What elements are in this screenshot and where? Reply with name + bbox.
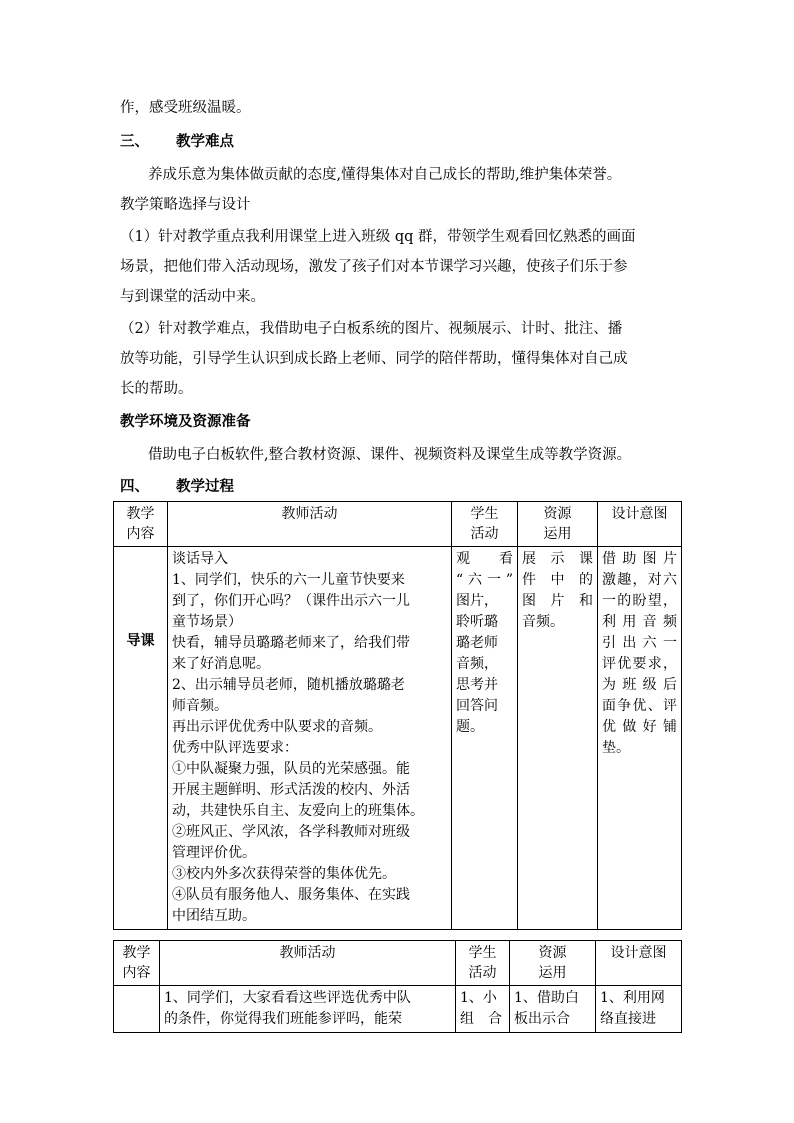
design-intent-cell: 借助图片 激趣，对六 一的盼望， 利用音频 引出六一 评优要求， 为班级后 面争优、评 优做好铺 垫。 [598, 547, 682, 930]
header-content: 教学 内容 [114, 941, 160, 986]
section4-title: 教学过程 [176, 478, 234, 495]
design-intent-cell: 1、利用网 络直接进 [596, 986, 682, 1033]
section3-text: 养成乐意为集体做贡献的态度,懂得集体对自己成长的帮助,维护集体荣誉。 [148, 167, 622, 183]
student-activity-cell: 观 看 “六一” 图片， 聆听璐 璐老师 音频， 思考并 回答问 题。 [452, 547, 518, 930]
process-table-1 [113, 501, 682, 930]
header-design: 设计意图 [598, 502, 682, 547]
header-content: 教学 内容 [114, 502, 168, 547]
strategy-p1-line: 与到课堂的活动中来。 [120, 289, 265, 305]
strategy-p2-line: 长的帮助。 [120, 381, 193, 397]
table-header-row [114, 502, 682, 547]
header-teacher: 教师活动 [168, 502, 452, 547]
row-label [114, 986, 160, 1033]
environment-heading: 教学环境及资源准备 [120, 413, 251, 430]
header-resource: 资源 运用 [518, 502, 598, 547]
process-table-2 [113, 940, 682, 1033]
resource-cell: 1、借助白 板出示合 [510, 986, 596, 1033]
section3-number: 三、 [120, 133, 149, 150]
row-label: 导课 [114, 547, 168, 930]
environment-text: 借助电子白板软件,整合教材资源、课件、视频资料及课堂生成等教学资源。 [148, 447, 632, 463]
header-student: 学生 活动 [456, 941, 510, 986]
header-student: 学生 活动 [452, 502, 518, 547]
student-activity-cell: 1、小 组 合 [456, 986, 510, 1033]
intro-line: 作，感受班级温暖。 [120, 100, 251, 116]
strategy-p1-line: （1）针对教学重点我利用课堂上进入班级 qq 群，带领学生观看回忆熟悉的画面 [120, 229, 636, 245]
teacher-activity-cell: 1、同学们，大家看看这些评选优秀中队 的条件，你觉得我们班能参评吗，能荣 [160, 986, 456, 1033]
table-header-row [114, 941, 682, 986]
section3-title: 教学难点 [176, 133, 234, 150]
table-row [114, 547, 682, 930]
resource-cell: 展示课 件中的 图片和 音频。 [518, 547, 598, 930]
table-row [114, 986, 682, 1033]
header-teacher: 教师活动 [160, 941, 456, 986]
strategy-p1-line: 场景，把他们带入活动现场，激发了孩子们对本节课学习兴趣，使孩子们乐于参 [120, 259, 628, 275]
header-design: 设计意图 [596, 941, 682, 986]
strategy-heading: 教学策略选择与设计 [120, 197, 251, 213]
teacher-activity-cell: 谈话导入 1、同学们，快乐的六一儿童节快要来 到了，你们开心吗？（课件出示六一儿 童节场景） 快看，辅导员璐璐老师来了，给我们带 来了好消息呢。 2、出示辅导员老师，随机播放璐璐老 师音频。 再出示评优优秀中队要求的音频。 优秀中队评选要求： ①中队凝聚力强，队员的光荣感强。能 开展主题鲜明、形式活泼的校内、外活 动，共建快乐自主、友爱向上的班集体。 ②班风正、学风浓，各学科教师对班级 管理评价优。 ③校内外多次获得荣誉的集体优先。 ④队员有服务他人、服务集体、在实践 中团结互助。 [168, 547, 452, 930]
strategy-p2-line: （2）针对教学难点，我借助电子白板系统的图片、视频展示、计时、批注、播 [120, 321, 623, 337]
strategy-p2-line: 放等功能，引导学生认识到成长路上老师、同学的陪伴帮助，懂得集体对自己成 [120, 351, 628, 367]
section4-number: 四、 [120, 478, 149, 495]
header-resource: 资源 运用 [510, 941, 596, 986]
